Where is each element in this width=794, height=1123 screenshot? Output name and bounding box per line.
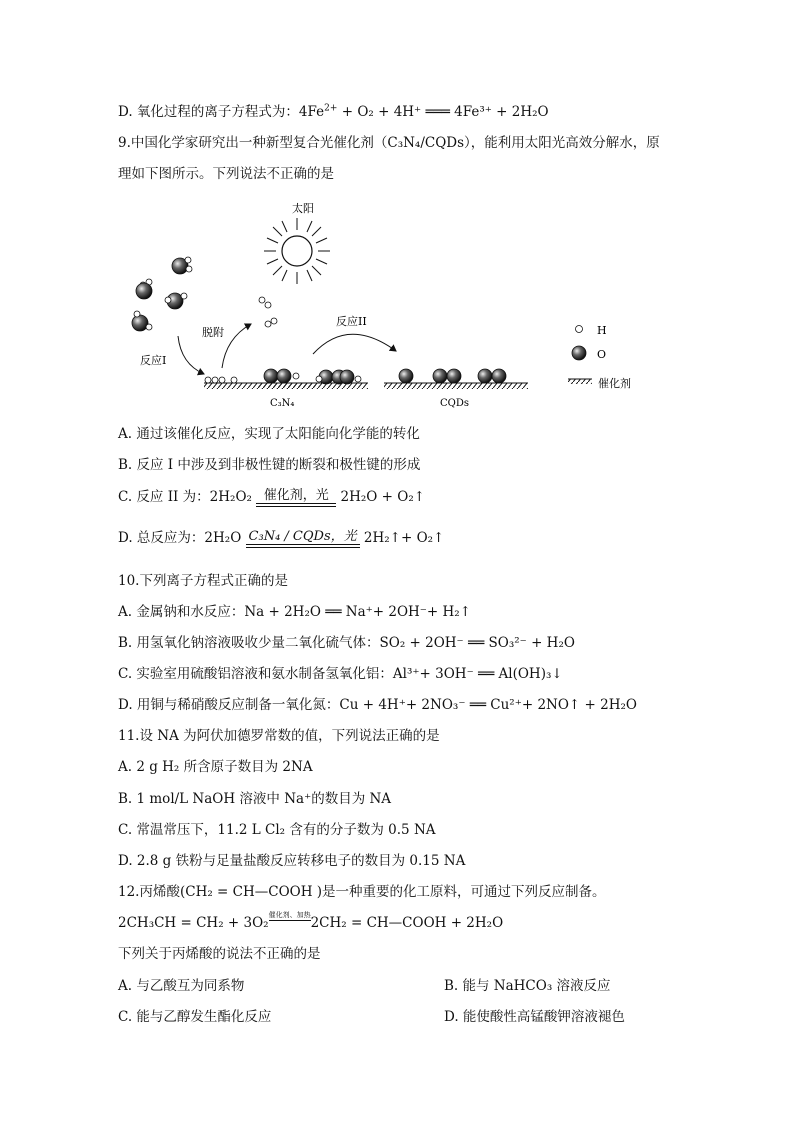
reaction2-label: 反应II <box>336 315 367 328</box>
q12-option-a: A. 与乙酸互为同系物 <box>118 978 245 994</box>
legend-h: H <box>597 324 607 337</box>
sun-icon <box>264 218 330 284</box>
reaction1-label: 反应I <box>140 354 167 367</box>
legend-o: O <box>597 348 607 361</box>
q12-option-d: D. 能使酸性高锰酸钾溶液褪色 <box>444 1009 625 1025</box>
desorb-label: 脱附 <box>202 326 224 339</box>
q9-stem-line1: 9.中国化学家研究出一种新型复合光催化剂（C₃N₄/CQDs），能利用太阳光高效分解水，原 <box>118 135 660 151</box>
q10-option-c: C. 实验室用硫酸铝溶液和氨水制备氢氧化铝：Al³⁺+ 3OH⁻ ══ Al(OH)₃↓ <box>118 666 563 682</box>
q11-option-c: C. 常温常压下，11.2 L Cl₂ 含有的分子数为 0.5 NA <box>118 822 436 838</box>
q9-stem-line2: 理如下图所示。下列说法不正确的是 <box>118 166 334 182</box>
q8-option-d: D. 氧化过程的离子方程式为：$4Fe^{2+} + O_2 + 4H^+$ ═══ 4Fe³⁺ + 2H₂O <box>118 103 549 120</box>
q12-option-b: B. 能与 NaHCO₃ 溶液反应 <box>444 978 611 994</box>
q12-equation: 2CH₃CH = CH₂ + 3O₂催化剂、加热2CH₂ = CH—COOH + 2H₂O <box>118 911 504 931</box>
q11-option-b: B. 1 mol/L NaOH 溶液中 Na⁺的数目为 NA <box>118 791 392 807</box>
cqds-label: CQDs <box>440 398 469 409</box>
photocatalysis-diagram <box>118 196 658 416</box>
q9-option-c: C. 反应 II 为：2H₂O₂ 催化剂，光 2H₂O + O₂↑ <box>118 487 426 505</box>
legend-h-icon <box>576 326 583 333</box>
q11-option-a: A. 2 g H₂ 所含原子数目为 2NA <box>118 759 313 775</box>
q9-option-d: D. 总反应为：2H₂O C₃N₄ / CQDs，光 2H₂↑+ O₂↑ <box>118 528 445 546</box>
q11-option-d: D. 2.8 g 铁粉与足量盐酸反应转移电子的数目为 0.15 NA <box>118 853 466 869</box>
water-molecules <box>132 257 277 331</box>
c3n4-adsorbed <box>205 369 361 384</box>
c3n4-label: C₃N₄ <box>270 398 295 409</box>
q9-option-b: B. 反应 I 中涉及到非极性键的断裂和极性键的形成 <box>118 457 421 473</box>
q10-stem: 10.下列离子方程式正确的是 <box>118 573 288 589</box>
q11-stem: 11.设 NA 为阿伏加德罗常数的值，下列说法正确的是 <box>118 728 440 744</box>
q10-option-a: A. 金属钠和水反应：Na + 2H₂O ══ Na⁺+ 2OH⁻+ H₂↑ <box>118 604 472 620</box>
desorb-arrow <box>222 324 251 368</box>
q10-option-b: B. 用氢氧化钠溶液吸收少量二氧化硫气体：SO₂ + 2OH⁻ ══ SO₃²⁻ + H₂O <box>118 635 575 651</box>
legend-catalyst: 催化剂 <box>598 377 631 390</box>
q10-option-d: D. 用铜与稀硝酸反应制备一氧化氮：Cu + 4H⁺+ 2NO₃⁻ ══ Cu²⁺+ 2NO↑ + 2H₂O <box>118 697 637 713</box>
cqds-surface <box>384 383 528 389</box>
q12-option-c: C. 能与乙醇发生酯化反应 <box>118 1009 272 1025</box>
legend-o-icon <box>572 346 586 360</box>
reaction1-arrow <box>178 336 204 374</box>
q12-question: 下列关于丙烯酸的说法不正确的是 <box>118 946 321 962</box>
reaction2-arrow <box>313 334 396 354</box>
q9-option-a: A. 通过该催化反应，实现了太阳能向化学能的转化 <box>118 426 420 442</box>
legend-catalyst-icon <box>568 379 592 384</box>
sun-label: 太阳 <box>292 202 314 215</box>
cqds-adsorbed <box>399 369 506 383</box>
q12-stem: 12.丙烯酸(CH₂ = CH—COOH )是一种重要的化工原料，可通过下列反应制备。 <box>118 884 606 900</box>
